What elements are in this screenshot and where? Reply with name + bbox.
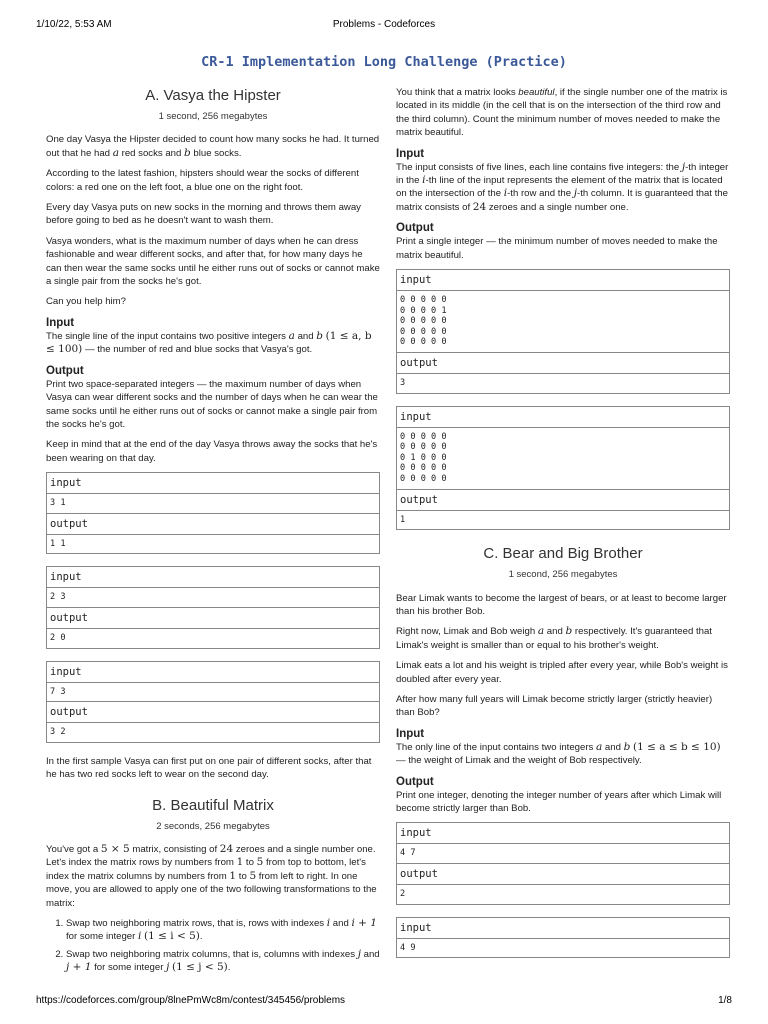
sample-output[interactable]: 2 0 (50, 632, 66, 643)
sample-input[interactable]: 4 7 (400, 848, 416, 859)
problem-c-sample-1 (396, 822, 730, 904)
problem-b-input-title: Input (396, 147, 425, 160)
sample-output-label: output (47, 607, 379, 629)
problem-a-statement-5: Can you help him? (46, 296, 126, 308)
problem-a-input-spec: The single line of the input contains two positive integers a and b (1 ≤ a, b ≤ 100) — the number of red and blue socks that Vasya's got. (46, 329, 372, 356)
problem-c-sample-2 (396, 917, 730, 959)
problem-b-statement-2: You think that a matrix looks beautiful, if the single number one of the matrix is located in its middle (in the cell that is on the intersection of the third row and the third column). Count the minimum number of moves needed to make the matrix beautiful. (396, 87, 728, 139)
problem-b-sample-2 (396, 406, 730, 531)
sample-output-label: output (397, 352, 729, 374)
problem-b-output-title: Output (396, 222, 434, 235)
problem-b-limits: 2 seconds, 256 megabytes (156, 820, 270, 832)
problem-a-statement-1: One day Vasya the Hipster decided to count how many socks he had. It turned out that he had a red socks and b blue socks. (46, 134, 380, 159)
problem-a-sample-1 (46, 472, 380, 554)
problem-c-statement-2: Right now, Limak and Bob weigh a and b respectively. It's guaranteed that Limak's weight is smaller than or equal to his brother's weight. (396, 625, 712, 651)
sample-input-label: input (47, 567, 379, 588)
problem-c-output-title: Output (396, 775, 434, 788)
sample-output[interactable]: 3 2 (50, 727, 66, 738)
problem-c-statement-3: Limak eats a lot and his weight is tripled after every year, while Bob's weight is doubled after every year. (396, 660, 728, 685)
problem-b-input-spec: The input consists of five lines, each line contains five integers: the j-th integer in the i-th line of the input represents the element of the matrix that is located on the intersection of the i-th row and the j-th column. It is guaranteed that the matrix consists of 24 zeroes and a single number one. (396, 160, 729, 213)
problem-a-limits: 1 second, 256 megabytes (158, 111, 268, 122)
problem-c-statement-4: After how many full years will Limak become strictly larger (strictly heavier) than Bob? (396, 694, 713, 719)
sample-input-label: input (397, 918, 729, 939)
print-header (0, 18, 768, 30)
problem-a-output-title: Output (46, 364, 84, 377)
problem-b-transform-list (66, 917, 380, 975)
problem-a-statement-4: Vasya wonders, what is the maximum number of days when he can dress fashionable and wear different socks, and after that, for how many days he can then wear the same socks until he either runs out of socks or cannot make a single pair from the socks he's got. (46, 235, 380, 288)
problem-b-output-spec: Print a single integer — the minimum number of moves needed to make the matrix beautiful. (396, 236, 718, 261)
sample-output[interactable]: 3 (400, 378, 406, 389)
sample-input-label: input (47, 662, 379, 683)
problem-a-statement-2: According to the latest fashion, hipsters should wear the socks of different colors: a red one on the left foot, a blue one on the right foot. (46, 168, 359, 193)
problem-a-output-spec: Print two space-separated integers — the maximum number of days when Vasya can wear different socks and the number of days when he can wear the same socks until he either runs out of socks or cannot make a single pair from the socks he's got. (46, 378, 378, 430)
problem-a-note-1: Keep in mind that at the end of the day Vasya throws away the socks that he's been wearing on that day. (46, 439, 378, 464)
sample-input-label: input (397, 407, 729, 428)
sample-input[interactable]: 3 1 (50, 498, 66, 509)
problem-b-title: B. Beautiful Matrix (152, 796, 274, 814)
print-page-title: Problems - Codeforces (332, 19, 436, 30)
right-column (396, 86, 730, 970)
problem-a-title: A. Vasya the Hipster (145, 87, 281, 104)
sample-output[interactable]: 2 (400, 889, 406, 900)
problem-b-statement-1: You've got a 5 × 5 matrix, consisting of 24 zeroes and a single number one. Let's index the matrix rows by numbers from 1 to 5 from top to bottom, let's index the matrix columns by numbers from 1 to 5 from left to right. In one move, you are allowed to apply one of the two following transformations to the matrix: (46, 842, 377, 909)
problem-a-note-2: In the first sample Vasya can first put on one pair of different socks, after that he has two red socks left to wear on the second day. (46, 755, 372, 781)
sample-input-label: input (397, 270, 729, 291)
list-item: 2. Swap two neighboring matrix columns, that is, columns with indexes j and j + 1 for some integer j (1 ≤ j < 5). (66, 948, 380, 975)
sample-output-label: output (47, 701, 379, 723)
problem-c-output-spec: Print one integer, denoting the integer number of years after which Limak will become strictly larger than Bob. (396, 789, 722, 815)
sample-input-label: input (397, 823, 729, 844)
sample-input[interactable]: 2 3 (50, 592, 66, 603)
sample-input[interactable]: 7 3 (50, 686, 66, 697)
problem-a-sample-2 (46, 566, 380, 648)
problem-a-sample-3 (46, 661, 380, 743)
sample-output-label: output (397, 863, 729, 885)
sample-input[interactable]: 0 0 0 0 0 0 0 0 0 1 0 0 0 0 0 0 0 0 0 0 0 0 0 0 0 (400, 295, 447, 348)
print-datetime: 1/10/22, 5:53 AM (36, 19, 112, 30)
problem-a-statement-3: Every day Vasya puts on new socks in the morning and throws them away before going to bed as he doesn't want to wash them. (46, 202, 361, 227)
sample-output[interactable]: 1 (400, 514, 406, 525)
problem-c-input-title: Input (396, 727, 425, 740)
list-item: 1. Swap two neighboring matrix rows, that is, rows with indexes i and i + 1 for some integer i (1 ≤ i < 5). (66, 917, 380, 944)
problem-c-input-spec: The only line of the input contains two integers a and b (1 ≤ a ≤ b ≤ 10) — the weight of Limak and the weight of Bob respectively. (396, 740, 721, 767)
problem-c-limits: 1 second, 256 megabytes (508, 569, 618, 581)
contest-title: CR-1 Implementation Long Challenge (Practice) (201, 54, 567, 70)
page-number: 1/8 (718, 995, 732, 1006)
sample-input[interactable]: 4 9 (400, 942, 416, 953)
sample-output-label: output (47, 513, 379, 535)
left-column (46, 86, 380, 979)
problem-c-statement-1: Bear Limak wants to become the largest of bears, or at least to become larger than his brother Bob. (396, 592, 727, 617)
sample-input-label: input (47, 473, 379, 494)
problem-c-title: C. Bear and Big Brother (483, 545, 643, 563)
print-url[interactable]: https://codeforces.com/group/8lnePmWc8m/contest/345456/problems (36, 995, 346, 1006)
problem-b-sample-1 (396, 269, 730, 394)
problem-a-input-title: Input (46, 316, 75, 329)
sample-output[interactable]: 1 1 (50, 538, 66, 549)
sample-output-label: output (397, 489, 729, 511)
sample-input[interactable]: 0 0 0 0 0 0 0 0 0 0 0 1 0 0 0 0 0 0 0 0 0 0 0 0 0 (400, 431, 447, 484)
